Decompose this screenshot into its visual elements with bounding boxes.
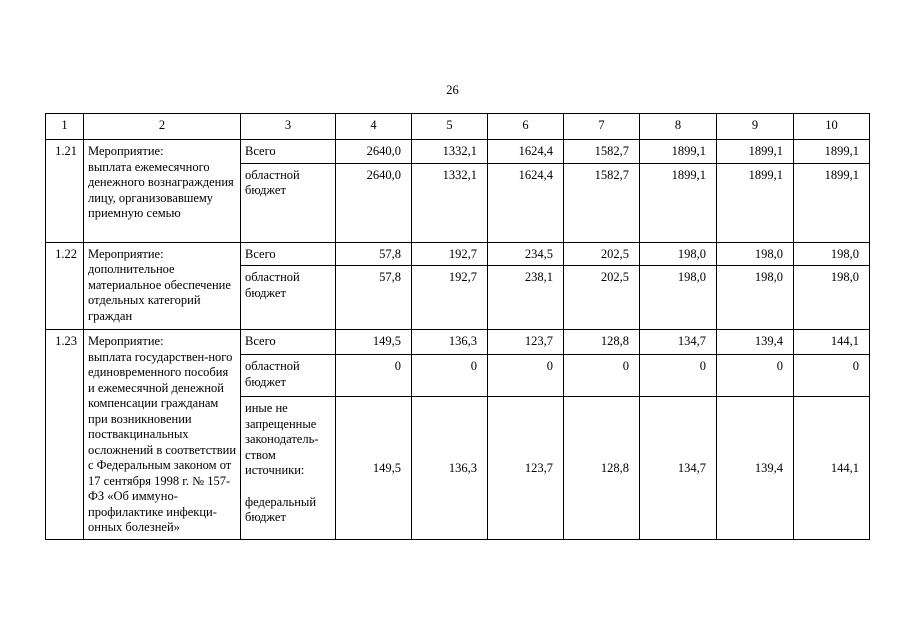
header-cell: 1 bbox=[46, 114, 84, 140]
table-row bbox=[46, 140, 870, 164]
funding-source: областной бюджет bbox=[241, 163, 336, 242]
value-cell: 234,5 bbox=[488, 242, 564, 266]
value-cell: 144,1 bbox=[794, 330, 870, 355]
value-cell: 128,8 bbox=[564, 397, 640, 539]
event-description: Мероприятие: дополнительное материальное обеспечение отдельных категорий граждан bbox=[84, 242, 241, 330]
header-row bbox=[46, 114, 870, 140]
value-cell: 136,3 bbox=[412, 397, 488, 539]
value-cell: 144,1 bbox=[794, 397, 870, 539]
value-cell: 139,4 bbox=[717, 330, 794, 355]
value-cell: 198,0 bbox=[717, 266, 794, 330]
value-cell: 0 bbox=[336, 355, 412, 397]
event-description: Мероприятие: выплата государствен-ного единовременного пособия и ежемесячной денежной компенсации гражданам при возникновении поствакцинальных осложнений в соответствии с Федеральным законом от 17 сентября 1998 г. № 157-ФЗ «Об иммуно-профилактике инфекци-онных болезней» bbox=[84, 330, 241, 540]
header-cell: 8 bbox=[640, 114, 717, 140]
value-cell: 57,8 bbox=[336, 266, 412, 330]
value-cell: 198,0 bbox=[794, 266, 870, 330]
value-cell: 1624,4 bbox=[488, 140, 564, 164]
value-cell: 2640,0 bbox=[336, 140, 412, 164]
header-cell: 3 bbox=[241, 114, 336, 140]
value-cell: 1582,7 bbox=[564, 163, 640, 242]
header-cell: 2 bbox=[84, 114, 241, 140]
value-cell: 123,7 bbox=[488, 397, 564, 539]
budget-table bbox=[45, 113, 870, 540]
value-cell: 1899,1 bbox=[717, 140, 794, 164]
header-cell: 9 bbox=[717, 114, 794, 140]
value-cell: 0 bbox=[794, 355, 870, 397]
funding-source-group bbox=[241, 397, 336, 539]
value-cell: 123,7 bbox=[488, 330, 564, 355]
value-cell: 1899,1 bbox=[794, 140, 870, 164]
value-cell: 238,1 bbox=[488, 266, 564, 330]
funding-source: областной бюджет bbox=[241, 266, 336, 330]
header-cell: 4 bbox=[336, 114, 412, 140]
value-cell: 1582,7 bbox=[564, 140, 640, 164]
funding-sub-source: федеральный бюджет bbox=[245, 494, 317, 525]
value-cell: 1899,1 bbox=[640, 140, 717, 164]
value-cell: 202,5 bbox=[564, 242, 640, 266]
value-cell: 134,7 bbox=[640, 397, 717, 539]
value-cell: 1899,1 bbox=[640, 163, 717, 242]
value-cell: 1899,1 bbox=[794, 163, 870, 242]
value-cell: 0 bbox=[717, 355, 794, 397]
value-cell: 128,8 bbox=[564, 330, 640, 355]
value-cell: 1899,1 bbox=[717, 163, 794, 242]
value-cell: 1332,1 bbox=[412, 140, 488, 164]
value-cell: 134,7 bbox=[640, 330, 717, 355]
header-cell: 5 bbox=[412, 114, 488, 140]
header-cell: 6 bbox=[488, 114, 564, 140]
table-row bbox=[46, 242, 870, 266]
value-cell: 198,0 bbox=[717, 242, 794, 266]
value-cell: 149,5 bbox=[336, 330, 412, 355]
funding-source: Всего bbox=[241, 242, 336, 266]
funding-source: Всего bbox=[241, 330, 336, 355]
value-cell: 192,7 bbox=[412, 242, 488, 266]
table-row bbox=[46, 330, 870, 355]
event-description: Мероприятие: выплата ежемесячного денежного вознаграждения лицу, организовавшему приемную семью bbox=[84, 140, 241, 243]
value-cell: 136,3 bbox=[412, 330, 488, 355]
value-cell: 202,5 bbox=[564, 266, 640, 330]
funding-source: областной бюджет bbox=[241, 355, 336, 397]
value-cell: 0 bbox=[640, 355, 717, 397]
value-cell: 198,0 bbox=[640, 242, 717, 266]
value-cell: 0 bbox=[564, 355, 640, 397]
funding-source: Всего bbox=[241, 140, 336, 164]
row-index: 1.21 bbox=[46, 140, 84, 243]
value-cell: 198,0 bbox=[640, 266, 717, 330]
funding-source: иные не запрещенные законодатель-ством источники: bbox=[245, 401, 319, 478]
header-cell: 10 bbox=[794, 114, 870, 140]
value-cell: 1332,1 bbox=[412, 163, 488, 242]
value-cell: 2640,0 bbox=[336, 163, 412, 242]
row-index: 1.23 bbox=[46, 330, 84, 540]
value-cell: 149,5 bbox=[336, 397, 412, 539]
page-number: 26 bbox=[446, 83, 459, 97]
row-index: 1.22 bbox=[46, 242, 84, 330]
value-cell: 57,8 bbox=[336, 242, 412, 266]
value-cell: 1624,4 bbox=[488, 163, 564, 242]
value-cell: 198,0 bbox=[794, 242, 870, 266]
value-cell: 0 bbox=[488, 355, 564, 397]
header-cell: 7 bbox=[564, 114, 640, 140]
value-cell: 139,4 bbox=[717, 397, 794, 539]
value-cell: 192,7 bbox=[412, 266, 488, 330]
value-cell: 0 bbox=[412, 355, 488, 397]
